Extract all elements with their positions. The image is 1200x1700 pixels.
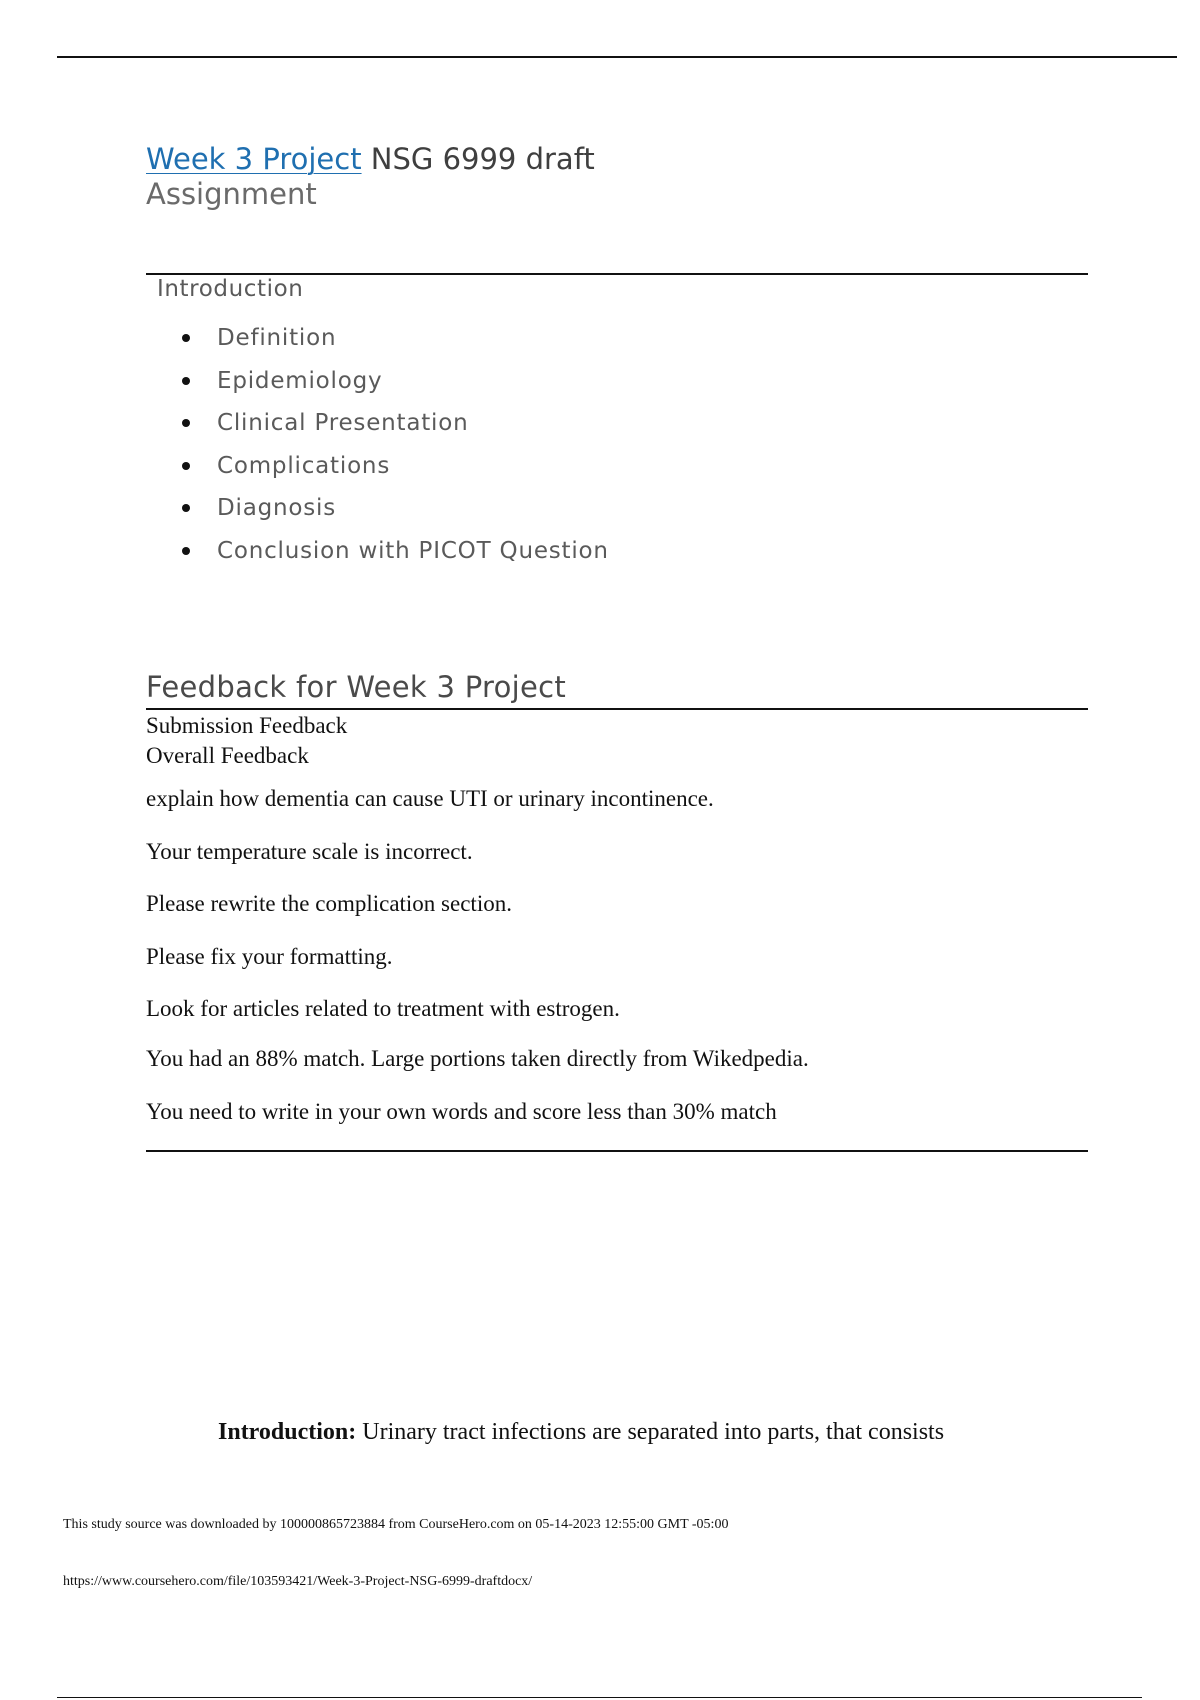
intro-paragraph [218, 1419, 944, 1446]
feedback-comment: Please fix your formatting. [146, 944, 393, 969]
week-3-project-link[interactable]: Week 3 Project [146, 142, 362, 176]
bullet-icon [182, 462, 190, 470]
feedback-bottom-divider [146, 1150, 1088, 1152]
outline-item [182, 317, 609, 360]
outline-item-label: Conclusion with PICOT Question [217, 537, 609, 564]
outline-item-label: Clinical Presentation [217, 410, 469, 436]
download-notice: This study source was downloaded by 100000865723884 from CourseHero.com on 05-14-2023 12:55:00 GMT -05:00 [63, 1517, 729, 1532]
outline-item [182, 487, 609, 530]
feedback-comment: Please rewrite the complication section. [146, 891, 512, 916]
source-url[interactable]: https://www.coursehero.com/file/103593421/Week-3-Project-NSG-6999-draftdocx/ [63, 1574, 533, 1589]
feedback-title: Feedback for Week 3 Project [146, 670, 567, 704]
bullet-icon [182, 377, 190, 385]
outline-item-label: Diagnosis [217, 495, 336, 521]
bottom-divider [57, 1697, 1142, 1698]
bullet-icon [182, 419, 190, 427]
feedback-comment: You had an 88% match. Large portions taken directly from Wikedpedia. [146, 1046, 809, 1071]
assignment-subtitle: Assignment [146, 177, 317, 211]
outline-list [182, 317, 609, 572]
outline-item [182, 360, 609, 403]
document-title [146, 142, 595, 212]
outline-item-label: Epidemiology [217, 367, 383, 394]
outline-top-divider [146, 273, 1088, 275]
feedback-comment: Look for articles related to treatment with estrogen. [146, 996, 620, 1021]
bullet-icon [182, 547, 190, 555]
outline-item-label: Definition [217, 325, 337, 351]
feedback-comment: explain how dementia can cause UTI or urinary incontinence. [146, 786, 714, 811]
feedback-title-underline [146, 708, 1088, 710]
feedback-comment: Your temperature scale is incorrect. [146, 839, 473, 864]
bullet-icon [182, 334, 190, 342]
course-draft-label: NSG 6999 draft [370, 142, 595, 176]
outline-item [182, 530, 609, 573]
bullet-icon [182, 504, 190, 512]
feedback-comment: You need to write in your own words and score less than 30% match [146, 1099, 777, 1124]
intro-text: Urinary tract infections are separated into parts, that consists [356, 1419, 945, 1445]
outline-item-label: Complications [217, 452, 391, 479]
intro-label: Introduction: [218, 1419, 357, 1445]
outline-item [182, 445, 609, 488]
outline-heading: Introduction [157, 276, 304, 302]
top-divider [57, 56, 1177, 58]
submission-feedback-label: Submission Feedback [146, 713, 348, 738]
outline-item [182, 402, 609, 445]
overall-feedback-label: Overall Feedback [146, 743, 309, 768]
